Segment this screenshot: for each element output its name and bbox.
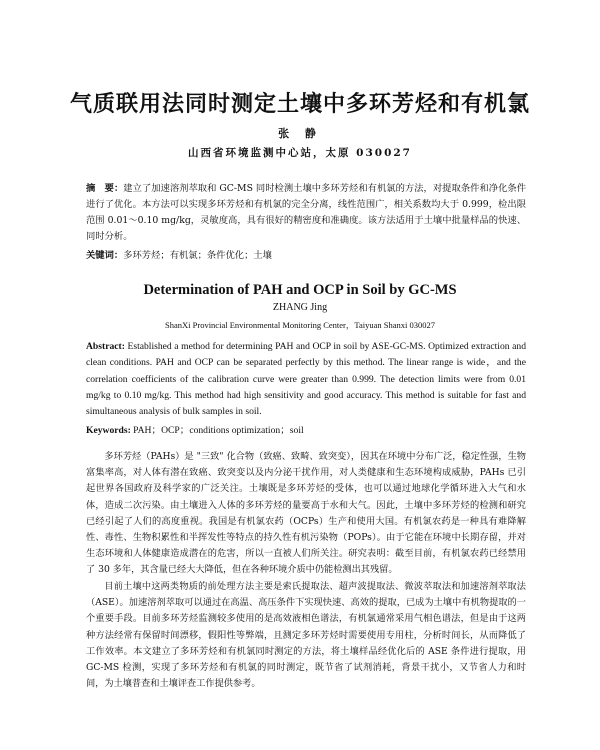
keywords-cn bbox=[86, 248, 526, 264]
author-en: ZHANG Jing bbox=[272, 302, 328, 313]
affiliation-en: ShanXi Provincial Environmental Monitoring Center，Taiyuan Shanxi 030027 bbox=[165, 320, 435, 330]
paper-title-en: Determination of PAH and OCP in Soil by GC-MS bbox=[143, 282, 457, 298]
keywords-cn-text: 多环芳烃；有机氯；条件优化；土壤 bbox=[123, 250, 272, 261]
affiliation-cn: 山西省环境监测中心站，太原 030027 bbox=[188, 147, 412, 159]
paper-title-cn: 气质联用法同时测定土壤中多环芳烃和有机氯 bbox=[69, 91, 530, 117]
body-paragraph-1: 多环芳烃（PAHs）是 "三致" 化合物（致癌、致畸、致突变），因其在环境中分布广泛，稳定性强，生物富集率高，对人体有潜在致癌、致突变以及内分泌干扰作用，对人类健康和生态环境构成威胁，PAHs 已引起世界各国政府及科学家的广泛关注。土壤既是多环芳烃的受体，也可以通过地球化学循环进入大气和水体，造成二次污染。由土壤进入人体的多环芳烃的量要高于水和大气。因此，土壤中多环芳烃的检测和研究已经引起了人们的高度重视。我国是有机氯农药（OCPs）生产和使用大国。有机氯农药是一种具有难降解性、毒性、生物积累性和半挥发性等特点的持久性有机污染物（POPs）。由于它能在环境中长期存留，并对生态环境和人体健康造成潜在的危害，所以一直被人们所关注。研究表明：截至目前，有机氯农药已经禁用了 30 多年，其含量已经大大降低，但在各种环境介质中仍能检测出其残留。 bbox=[86, 451, 526, 576]
keywords-en-label: Keywords: bbox=[86, 425, 131, 436]
keywords-en-text: PAH；OCP；conditions optimization；soil bbox=[130, 425, 304, 436]
author-cn: 张 静 bbox=[278, 127, 322, 140]
abstract-en bbox=[86, 339, 526, 420]
abstract-cn bbox=[86, 181, 526, 245]
keywords-en bbox=[86, 423, 526, 439]
abstract-cn-label: 摘 要： bbox=[86, 183, 124, 194]
abstract-en-text: Established a method for determining PAH and OCP in soil by ASE-GC-MS. Optimized extraction and clean conditions. PAH and OCP can be separated perfectly by this method. The linear range is wide，and the correlation coefficients of the calibration curve were greater than 0.999. The detection limits were from 0.01 mg/kg to 0.10 mg/kg. This method had high sensitivity and good accuracy. This method is suitable for fast and simultaneous analysis of bulk samples in soil. bbox=[86, 341, 526, 418]
abstract-en-label: Abstract: bbox=[86, 341, 125, 352]
keywords-cn-label: 关键词： bbox=[86, 250, 124, 261]
body-paragraph-2: 目前土壤中这两类物质的前处理方法主要是索氏提取法、超声波提取法、微波萃取法和加速溶剂萃取法（ASE）。加速溶剂萃取可以通过在高温、高压条件下实现快速、高效的提取，已成为土壤中有机物提取的一个重要手段。目前多环芳烃监测较多使用的是高效液相色谱法，有机氯通常采用气相色谱法，但是由于这两种方法经常有保留时间漂移，假阳性等弊端，且测定多环芳烃时需要使用专用柱，分析时间长，从而降低了工作效率。本文建立了多环芳烃和有机氯同时测定的方法，将土壤样品经优化后的 ASE 条件进行提取，用 GC-MS 检测，实现了多环芳烃和有机氯的同时测定，既节省了试剂消耗，背景干扰小，又节省人力和时间，为土壤普查和土壤评查工作提供参考。 bbox=[86, 581, 526, 690]
abstract-cn-text: 建立了加速溶剂萃取和 GC-MS 同时检测土壤中多环芳烃和有机氯的方法，对提取条件和净化条件进行了优化。本方法可以实现多环芳烃和有机氯的完全分离，线性范围广，相关系数均大于 0.999，检出限范围 0.01～0.10 mg/kg，灵敏度高，具有很好的精密度和准确度。该方法适用于土壤中批量样品的快速、同时分析。 bbox=[86, 183, 526, 242]
